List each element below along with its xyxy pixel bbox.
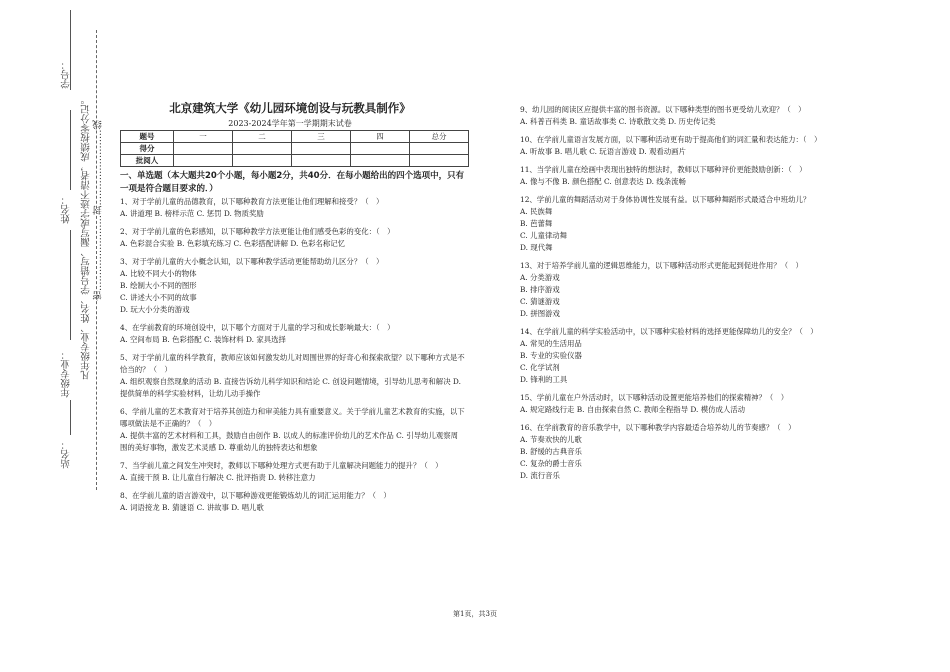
score-cell [174, 155, 233, 167]
question-item [520, 104, 855, 128]
question-item [120, 490, 465, 514]
question-item [120, 256, 465, 316]
right-question-column [520, 104, 855, 488]
score-cell [292, 155, 351, 167]
question-stem: 8、在学前儿童的语言游戏中，以下哪种游戏更能锻炼幼儿的词汇运用能力？（ ） [120, 491, 391, 500]
score-table-header: 题号 [121, 131, 174, 143]
name-line [70, 110, 71, 190]
question-option: C. 化学试剂 [520, 363, 560, 372]
question-option: B. 舒缓的古典音乐 [520, 447, 582, 456]
cut-line-label: 密……………………封……………………线 [93, 120, 104, 301]
cut-line [96, 30, 97, 490]
score-row-label: 得分 [121, 143, 174, 155]
question-option: A. 讲道理 B. 榜样示范 C. 惩罚 D. 物质奖励 [120, 209, 264, 218]
student-id-label: 学号： [61, 60, 72, 89]
site-line [70, 400, 71, 435]
question-option: B. 绘制大小不同的图形 [120, 281, 197, 290]
score-table-row [121, 143, 469, 155]
question-stem: 12、学前儿童的舞蹈活动对于身体协调性发展有益。以下哪种舞蹈形式最适合中班幼儿？ [520, 195, 811, 204]
score-table [120, 130, 469, 167]
question-item [520, 134, 855, 158]
question-option: B. 芭蕾舞 [520, 219, 553, 228]
question-stem: 4、在学前教育的环境创设中，以下哪个方面对于儿童的学习和成长影响最大：（ ） [120, 323, 395, 332]
score-cell [351, 143, 410, 155]
question-item [120, 352, 465, 400]
exam-subtitle: 2023-2024学年第一学期期末试卷 [228, 119, 352, 128]
question-option: D. 拼图游戏 [520, 309, 560, 318]
question-option: A. 比较不同大小的物体 [120, 269, 197, 278]
question-option: A. 提供丰富的艺术材料和工具，鼓励自由创作 B. 以成人的标准评价幼儿的艺术作品 C. 引导幼儿观察周围的美好事物，激发艺术灵感 D. 尊重幼儿的独特表达和想象 [120, 431, 458, 452]
score-table-row [121, 155, 469, 167]
question-option: D. 现代舞 [520, 243, 553, 252]
question-option: A. 色彩混合实验 B. 色彩填充练习 C. 色彩搭配讲解 D. 色彩名称记忆 [120, 239, 346, 248]
score-table-header-row [121, 131, 469, 143]
binding-margin [0, 0, 110, 672]
question-option: A. 常见的生活用品 [520, 339, 582, 348]
question-item [120, 406, 465, 454]
question-option: A. 规定路线行走 B. 自由探索自然 C. 教师全程指导 D. 模仿成人活动 [520, 405, 746, 414]
question-option: C. 复杂的爵士音乐 [520, 459, 582, 468]
question-item [520, 194, 855, 254]
question-stem: 5、对于学前儿童的科学教育，教师应该如何激发幼儿对周围世界的好奇心和探索欲望？以下哪种方式是不恰当的？（ ） [120, 353, 465, 374]
question-stem: 2、对于学前儿童的色彩感知，以下哪种教学方法更能让他们感受色彩的变化：（ ） [120, 227, 395, 236]
question-stem: 1、对于学前儿童的品德教育，以下哪种教育方法更能让他们理解和接受？（ ） [120, 197, 384, 206]
question-stem: 11、当学前儿童在绘画中表现出独特的想法时，教师以下哪种评价更能鼓励创新：（ ） [520, 165, 807, 174]
question-item [120, 226, 465, 250]
question-item [520, 260, 855, 320]
question-option: A. 听故事 B. 唱儿歌 C. 玩语言游戏 D. 观看动画片 [520, 147, 686, 156]
question-option: A. 空间布局 B. 色彩搭配 C. 装饰材料 D. 家具选择 [120, 335, 286, 344]
question-stem: 10、在学前儿童语言发展方面，以下哪种活动更有助于提高他们的词汇量和表达能力：（ ） [520, 135, 822, 144]
score-cell [233, 143, 292, 155]
question-option: B. 专业的实验仪器 [520, 351, 582, 360]
score-table-header: 一 [174, 131, 233, 143]
site-label: 站名： [61, 440, 72, 469]
question-item [520, 392, 855, 416]
question-option: A. 节奏欢快的儿歌 [520, 435, 582, 444]
question-item [520, 422, 855, 482]
question-option: A. 民族舞 [520, 207, 553, 216]
question-option: C. 讲述大小不同的故事 [120, 293, 197, 302]
score-row-label: 批阅人 [121, 155, 174, 167]
question-stem: 15、学前儿童在户外活动时，以下哪种活动设置更能培养他们的探索精神？（ ） [520, 393, 789, 402]
score-cell [410, 143, 469, 155]
exam-title: 北京建筑大学《幼儿园环境创设与玩教具制作》 [169, 101, 411, 115]
score-table-header: 二 [233, 131, 292, 143]
score-cell [410, 155, 469, 167]
question-stem: 3、对于学前儿童的大小概念认知，以下哪种教学活动更能帮助幼儿区分？（ ） [120, 257, 384, 266]
question-option: A. 词语接龙 B. 猜谜语 C. 讲故事 D. 唱儿歌 [120, 503, 264, 512]
score-cell [351, 155, 410, 167]
score-cell [292, 143, 351, 155]
score-table-header: 三 [292, 131, 351, 143]
question-item [120, 322, 465, 346]
question-item [120, 196, 465, 220]
question-option: A. 组织观察自然现象的活动 B. 直接告诉幼儿科学知识和结论 C. 创设问题情境，引导幼儿思考和解决 D. 提供简单的科学实验材料，让幼儿动手操作 [120, 377, 461, 398]
question-stem: 16、在学前教育的音乐教学中，以下哪种教学内容最适合培养幼儿的节奏感？（ ） [520, 423, 796, 432]
question-option: B. 排序游戏 [520, 285, 560, 294]
page-footer: 第1页，共3页 [453, 610, 497, 618]
student-id-line [70, 10, 71, 90]
left-question-column [120, 196, 465, 520]
question-option: A. 分类游戏 [520, 273, 560, 282]
question-stem: 14、在学前儿童的科学实验活动中，以下哪种实验材料的选择更能保障幼儿的安全？（ ） [520, 327, 818, 336]
question-item [520, 326, 855, 386]
question-stem: 9、幼儿园的阅读区应提供丰富的图书资源。以下哪种类型的图书更受幼儿欢迎？（ ） [520, 105, 806, 114]
score-table-header: 四 [351, 131, 410, 143]
question-option: A. 像与不像 B. 颜色搭配 C. 创意表达 D. 线条流畅 [520, 177, 686, 186]
question-option: C. 儿童律动舞 [520, 231, 568, 240]
section-title: 一、单选题（本大题共20个小题，每小题2分，共40分．在每小题给出的四个选项中，只有一项是符合题目要求的．） [120, 171, 465, 194]
binding-notice: 凡年级专业、姓名、学号错写、漏写或字迹不清者，成绩按零分记。 [81, 95, 92, 380]
question-option: D. 玩大小分类的游戏 [120, 305, 190, 314]
question-stem: 13、对于培养学前儿童的逻辑思维能力，以下哪种活动形式更能起到促进作用？（ ） [520, 261, 803, 270]
question-option: A. 科普百科类 B. 童话故事类 C. 诗歌散文类 D. 历史传记类 [520, 117, 716, 126]
score-cell [233, 155, 292, 167]
question-item [520, 164, 855, 188]
question-option: D. 流行音乐 [520, 471, 560, 480]
question-stem: 7、当学前儿童之间发生冲突时，教师以下哪种处理方式更有助于儿童解决问题能力的提升？（ ） [120, 461, 443, 470]
question-option: C. 猜谜游戏 [520, 297, 560, 306]
question-item [120, 460, 465, 484]
question-option: A. 直接干预 B. 让儿童自行解决 C. 批评指责 D. 转移注意力 [120, 473, 316, 482]
question-stem: 6、学前儿童的艺术教育对于培养其创造力和审美能力具有重要意义。关于学前儿童艺术教育的实施，以下哪项做法是不正确的？（ ） [120, 407, 465, 428]
score-table-header: 总分 [410, 131, 469, 143]
grade-major-label: 年级专业： [61, 350, 72, 398]
question-option: D. 锋利的工具 [520, 375, 568, 384]
score-cell [174, 143, 233, 155]
name-label: 姓名： [61, 195, 72, 224]
grade-major-line [70, 230, 71, 340]
